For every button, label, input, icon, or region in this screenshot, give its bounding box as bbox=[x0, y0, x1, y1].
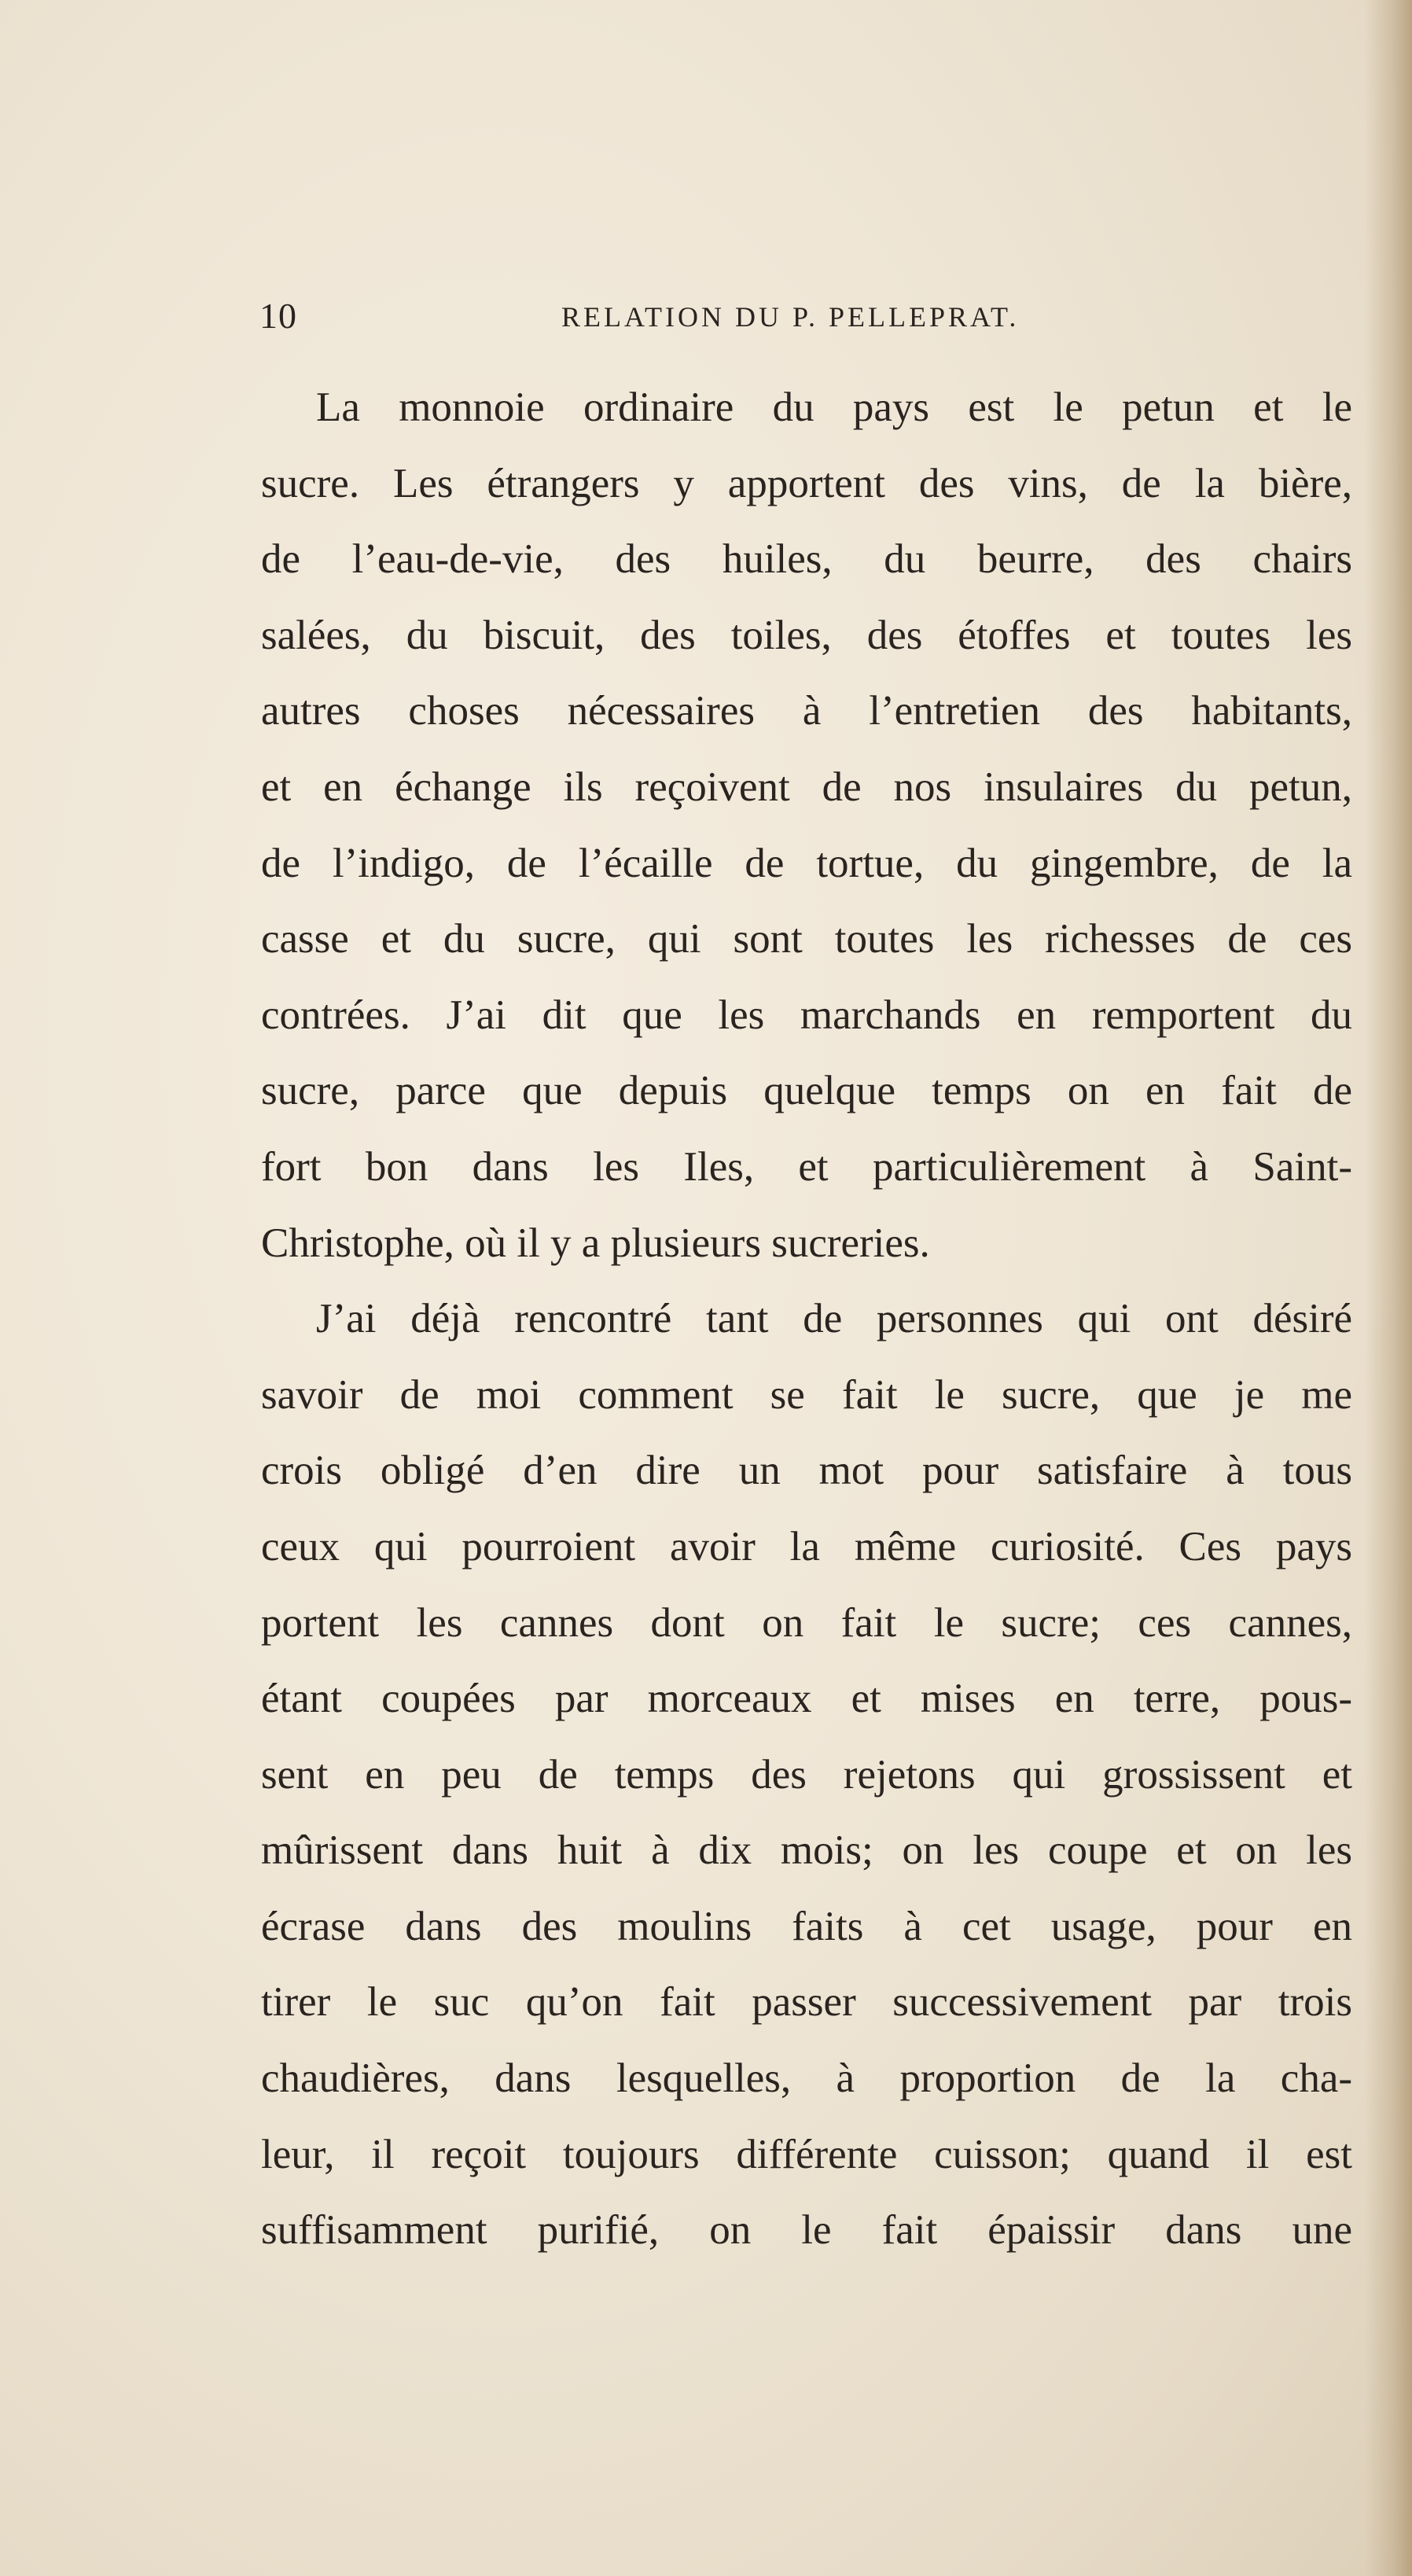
text-line: La monnoie ordinaire du pays est le petun et le bbox=[316, 385, 1352, 430]
text-line: savoir de moi comment se fait le sucre, que je me bbox=[261, 1371, 1352, 1418]
text-line: mûrissent dans huit à dix mois; on les coupe et on les bbox=[261, 1827, 1352, 1874]
body-text bbox=[261, 370, 1352, 2269]
text-line: leur, il reçoit toujours différente cuisson; quand il est bbox=[261, 2131, 1352, 2177]
text-line: J’ai déjà rencontré tant de personnes qui ont désiré bbox=[316, 1296, 1352, 1342]
page-header bbox=[259, 293, 1352, 340]
running-title: RELATION DU P. PELLEPRAT. bbox=[561, 301, 1020, 333]
text-line: et en échange ils reçoivent de nos insulaires du petun, bbox=[261, 764, 1352, 810]
text-line: écrase dans des moulins faits à cet usage, pour en bbox=[261, 1903, 1352, 1949]
text-line: sent en peu de temps des rejetons qui grossissent et bbox=[261, 1751, 1352, 1798]
page-edge-shadow bbox=[1365, 0, 1412, 2576]
text-line: ceux qui pourroient avoir la même curiosité. Ces pays bbox=[261, 1523, 1352, 1570]
text-line: de l’eau-de-vie, des huiles, du beurre, des chairs bbox=[261, 536, 1352, 583]
text-line: portent les cannes dont on fait le sucre; ces cannes, bbox=[261, 1599, 1352, 1646]
text-line: suffisamment purifié, on le fait épaissir dans une bbox=[261, 2207, 1352, 2254]
text-line: de l’indigo, de l’écaille de tortue, du gingembre, de la bbox=[261, 840, 1352, 886]
text-line: étant coupées par morceaux et mises en terre, pous- bbox=[261, 1676, 1352, 1722]
text-line: fort bon dans les Iles, et particulièrement à Saint- bbox=[261, 1143, 1352, 1190]
page-number: 10 bbox=[259, 296, 297, 336]
text-line: contrées. J’ai dit que les marchands en remportent du bbox=[261, 992, 1352, 1038]
text-line: Christophe, où il y a plusieurs sucreries. bbox=[261, 1220, 930, 1266]
text-line: tirer le suc qu’on fait passer successivement par trois bbox=[261, 1979, 1352, 2026]
text-line: sucre, parce que depuis quelque temps on en fait de bbox=[261, 1068, 1352, 1114]
text-line: sucre. Les étrangers y apportent des vins, de la bière, bbox=[261, 460, 1352, 506]
text-line: casse et du sucre, qui sont toutes les richesses de ces bbox=[261, 916, 1352, 962]
text-line: autres choses nécessaires à l’entretien des habitants, bbox=[261, 688, 1352, 734]
text-line: crois obligé d’en dire un mot pour satisfaire à tous bbox=[261, 1448, 1352, 1494]
text-line: salées, du biscuit, des toiles, des étoffes et toutes les bbox=[261, 612, 1352, 658]
text-line: chaudières, dans lesquelles, à proportion de la cha- bbox=[261, 2055, 1352, 2102]
